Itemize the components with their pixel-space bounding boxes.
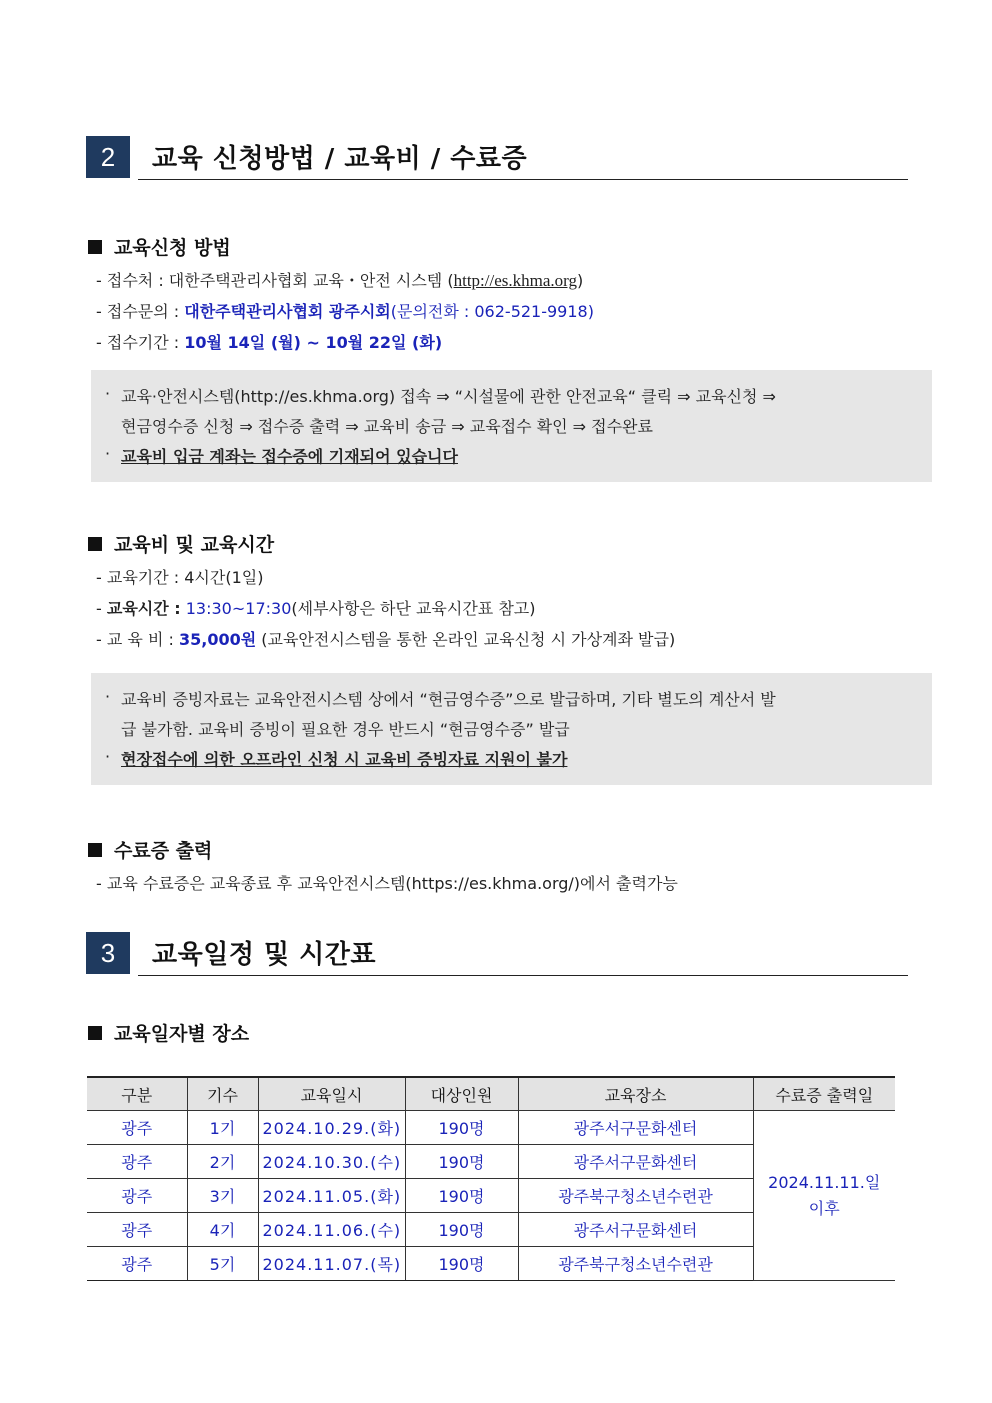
cell-region: 광주 <box>87 1247 187 1281</box>
fee-time: 13:30~17:30 <box>185 599 292 618</box>
cert-date-line-2: 이후 <box>808 1198 840 1218</box>
table-row <box>87 1111 895 1145</box>
fee-line-3 <box>96 627 675 650</box>
cell-capacity: 190명 <box>405 1111 518 1145</box>
cell-venue: 광주서구문화센터 <box>518 1111 753 1145</box>
cell-capacity: 190명 <box>405 1247 518 1281</box>
fee-line-2 <box>96 596 536 619</box>
cell-session: 3기 <box>187 1179 258 1213</box>
apply-note-box <box>91 370 932 482</box>
fee-amount: 35,000원 <box>178 630 257 649</box>
apply-l1-suffix: ) <box>577 271 584 290</box>
apply-heading <box>88 233 231 260</box>
apply-l2-prefix: - 접수문의 : <box>96 302 185 321</box>
apply-org: 대한주택관리사협회 광주시회 <box>184 302 391 321</box>
apply-note-line-2: 현금영수증 신청 ⇒ 접수증 출력 ⇒ 교육비 송금 ⇒ 교육접수 확인 ⇒ 접수완료 <box>121 417 653 436</box>
apply-period: 10월 14일 (월) ~ 10월 22일 (화) <box>184 333 443 352</box>
apply-note-line-3: 교육비 입금 계좌는 접수증에 기재되어 있습니다 <box>121 447 458 466</box>
cell-date: 2024.10.29.(화) <box>258 1111 405 1145</box>
cert-heading <box>88 836 212 863</box>
cell-date: 2024.10.30.(수) <box>258 1145 405 1179</box>
cell-region: 광주 <box>87 1111 187 1145</box>
apply-heading-text: 교육신청 방법 <box>114 237 231 259</box>
cell-capacity: 190명 <box>405 1179 518 1213</box>
note-bullet: · <box>105 747 111 766</box>
apply-line-2 <box>96 299 594 322</box>
cell-session: 1기 <box>187 1111 258 1145</box>
section-number: 2 <box>86 136 130 178</box>
apply-line-3 <box>96 330 442 353</box>
schedule-table <box>87 1076 895 1281</box>
section-divider <box>138 179 908 180</box>
cell-capacity: 190명 <box>405 1213 518 1247</box>
section-3-header <box>86 932 908 976</box>
cell-venue: 광주서구문화센터 <box>518 1145 753 1179</box>
section-title: 교육일정 및 시간표 <box>152 940 377 970</box>
cell-venue: 광주북구청소년수련관 <box>518 1179 753 1213</box>
cell-date: 2024.11.05.(화) <box>258 1179 405 1213</box>
cell-cert-date <box>753 1111 895 1281</box>
fee-line-1: - 교육기간 : 4시간(1일) <box>96 568 264 587</box>
apply-note-line-1: 교육·안전시스템(http://es.khma.org) 접속 ⇒ “시설물에 관한 안전교육“ 클릭 ⇒ 교육신청 ⇒ <box>121 387 776 406</box>
cell-date: 2024.11.06.(수) <box>258 1213 405 1247</box>
note-bullet: · <box>105 444 111 463</box>
fee-l2-prefix: - <box>96 599 107 618</box>
fee-l3-prefix: - 교 육 비 : <box>96 630 179 649</box>
apply-l3-prefix: - 접수기간 : <box>96 333 185 352</box>
note-bullet: · <box>105 384 111 403</box>
square-bullet-icon <box>88 240 102 254</box>
section-title: 교육 신청방법 / 교육비 / 수료증 <box>152 144 528 174</box>
col-header: 교육일시 <box>258 1077 405 1111</box>
apply-url-link[interactable]: http://es.khma.org <box>453 271 577 290</box>
apply-contact: (문의전화 : 062-521-9918) <box>390 302 594 321</box>
section-number: 3 <box>86 932 130 974</box>
fee-heading <box>88 530 274 557</box>
cert-date-line-1: 2024.11.11.일 <box>768 1172 881 1192</box>
fee-time-label: 교육시간 : <box>106 599 181 618</box>
cell-session: 2기 <box>187 1145 258 1179</box>
square-bullet-icon <box>88 537 102 551</box>
fee-note-box <box>91 673 932 785</box>
table-header-row <box>87 1077 895 1111</box>
cell-session: 4기 <box>187 1213 258 1247</box>
col-header: 교육장소 <box>518 1077 753 1111</box>
cell-capacity: 190명 <box>405 1145 518 1179</box>
fee-heading-text: 교육비 및 교육시간 <box>114 534 275 556</box>
cell-region: 광주 <box>87 1179 187 1213</box>
section-divider <box>138 975 908 976</box>
cell-region: 광주 <box>87 1145 187 1179</box>
square-bullet-icon <box>88 843 102 857</box>
apply-l1-prefix: - 접수처 : 대한주택관리사협회 교육・안전 시스템 ( <box>96 271 454 290</box>
cert-line-1: - 교육 수료증은 교육종료 후 교육안전시스템(https://es.khma.org/)에서 출력가능 <box>96 874 678 893</box>
col-header: 구분 <box>87 1077 187 1111</box>
col-header: 수료증 출력일 <box>753 1077 895 1111</box>
col-header: 기수 <box>187 1077 258 1111</box>
col-header: 대상인원 <box>405 1077 518 1111</box>
schedule-heading <box>88 1019 249 1046</box>
schedule-heading-text: 교육일자별 장소 <box>114 1023 250 1045</box>
cell-session: 5기 <box>187 1247 258 1281</box>
note-bullet: · <box>105 687 111 706</box>
square-bullet-icon <box>88 1026 102 1040</box>
fee-time-note: (세부사항은 하단 교육시간표 참고) <box>291 599 536 618</box>
apply-line-1 <box>96 268 583 291</box>
cell-date: 2024.11.07.(목) <box>258 1247 405 1281</box>
fee-note-line-3: 현장접수에 의한 오프라인 신청 시 교육비 증빙자료 지원이 불가 <box>121 750 568 769</box>
cert-heading-text: 수료증 출력 <box>114 840 213 862</box>
fee-note-line-1: 교육비 증빙자료는 교육안전시스템 상에서 “현금영수증”으로 발급하며, 기타 별도의 계산서 발 <box>121 690 776 709</box>
cell-venue: 광주북구청소년수련관 <box>518 1247 753 1281</box>
section-2-header <box>86 136 908 180</box>
cell-region: 광주 <box>87 1213 187 1247</box>
cell-venue: 광주서구문화센터 <box>518 1213 753 1247</box>
fee-note-line-2: 급 불가함. 교육비 증빙이 필요한 경우 반드시 “현금영수증” 발급 <box>121 720 570 739</box>
fee-amount-note: (교육안전시스템을 통한 온라인 교육신청 시 가상계좌 발급) <box>256 630 676 649</box>
